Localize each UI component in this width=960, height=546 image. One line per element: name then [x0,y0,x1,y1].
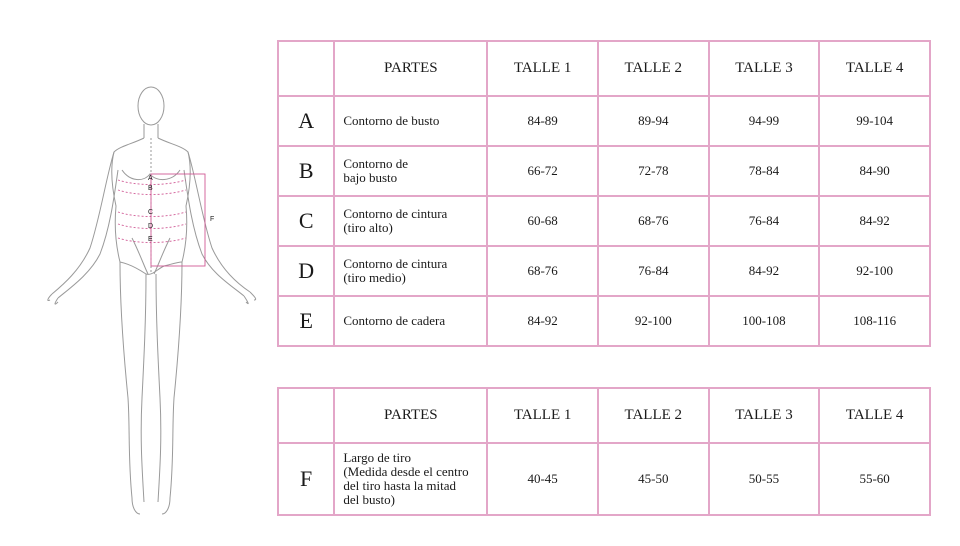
marker-a: A [148,175,153,182]
table-header-row [278,388,930,443]
header-talle-3: TALLE 3 [709,41,820,96]
size-value: 76-84 [598,246,709,296]
size-value: 92-100 [819,246,930,296]
part-line: (tiro medio) [343,270,406,285]
header-talle-3: TALLE 3 [709,388,820,443]
row-part [334,96,487,146]
header-talle-1: TALLE 1 [487,388,598,443]
size-value: 68-76 [598,196,709,246]
header-partes: PARTES [334,388,487,443]
row-letter: E [278,296,334,346]
part-line: Contorno de cintura [343,256,448,271]
body-figure-drawing [40,78,280,538]
part-line: del tiro hasta la mitad [343,478,456,493]
size-value: 99-104 [819,96,930,146]
size-table-main [277,40,931,347]
header-talle-4: TALLE 4 [819,388,930,443]
size-value: 94-99 [709,96,820,146]
size-value: 72-78 [598,146,709,196]
header-empty [278,388,334,443]
row-letter: D [278,246,334,296]
size-value: 66-72 [487,146,598,196]
header-talle-1: TALLE 1 [487,41,598,96]
size-value: 78-84 [709,146,820,196]
part-line: bajo busto [343,170,398,185]
row-letter: B [278,146,334,196]
size-value: 108-116 [819,296,930,346]
size-value: 55-60 [819,443,930,515]
marker-f: F [210,216,215,223]
size-value: 40-45 [487,443,598,515]
size-value: 100-108 [709,296,820,346]
row-part [334,246,487,296]
header-talle-2: TALLE 2 [598,388,709,443]
marker-c: C [148,209,154,216]
size-value: 89-94 [598,96,709,146]
row-letter: C [278,196,334,246]
marker-b: B [148,185,153,192]
size-value: 50-55 [709,443,820,515]
part-line: Contorno de [343,156,408,171]
header-talle-4: TALLE 4 [819,41,930,96]
size-value: 60-68 [487,196,598,246]
size-value: 84-90 [819,146,930,196]
part-line: del busto) [343,492,395,507]
marker-e: E [148,236,153,243]
size-value: 84-92 [487,296,598,346]
part-line: Contorno de cadera [343,313,446,328]
body-figure [40,78,280,538]
table-row [278,146,930,196]
header-empty [278,41,334,96]
table-row [278,443,930,515]
row-letter: A [278,96,334,146]
header-partes: PARTES [334,41,487,96]
table-row [278,96,930,146]
part-line: Contorno de cintura [343,206,448,221]
part-line: Contorno de busto [343,113,440,128]
size-value: 84-89 [487,96,598,146]
table-row [278,246,930,296]
row-part [334,146,487,196]
row-part [334,443,487,515]
size-value: 84-92 [819,196,930,246]
size-value: 68-76 [487,246,598,296]
header-talle-2: TALLE 2 [598,41,709,96]
table-row [278,296,930,346]
table-header-row [278,41,930,96]
part-line: (tiro alto) [343,220,393,235]
size-table-tiro [277,387,931,516]
size-value: 84-92 [709,246,820,296]
size-value: 76-84 [709,196,820,246]
size-value: 45-50 [598,443,709,515]
row-part [334,296,487,346]
part-line: (Medida desde el centro [343,464,469,479]
part-line: Largo de tiro [343,450,411,465]
row-letter: F [278,443,334,515]
marker-d: D [148,223,154,230]
size-value: 92-100 [598,296,709,346]
table-row [278,196,930,246]
row-part [334,196,487,246]
